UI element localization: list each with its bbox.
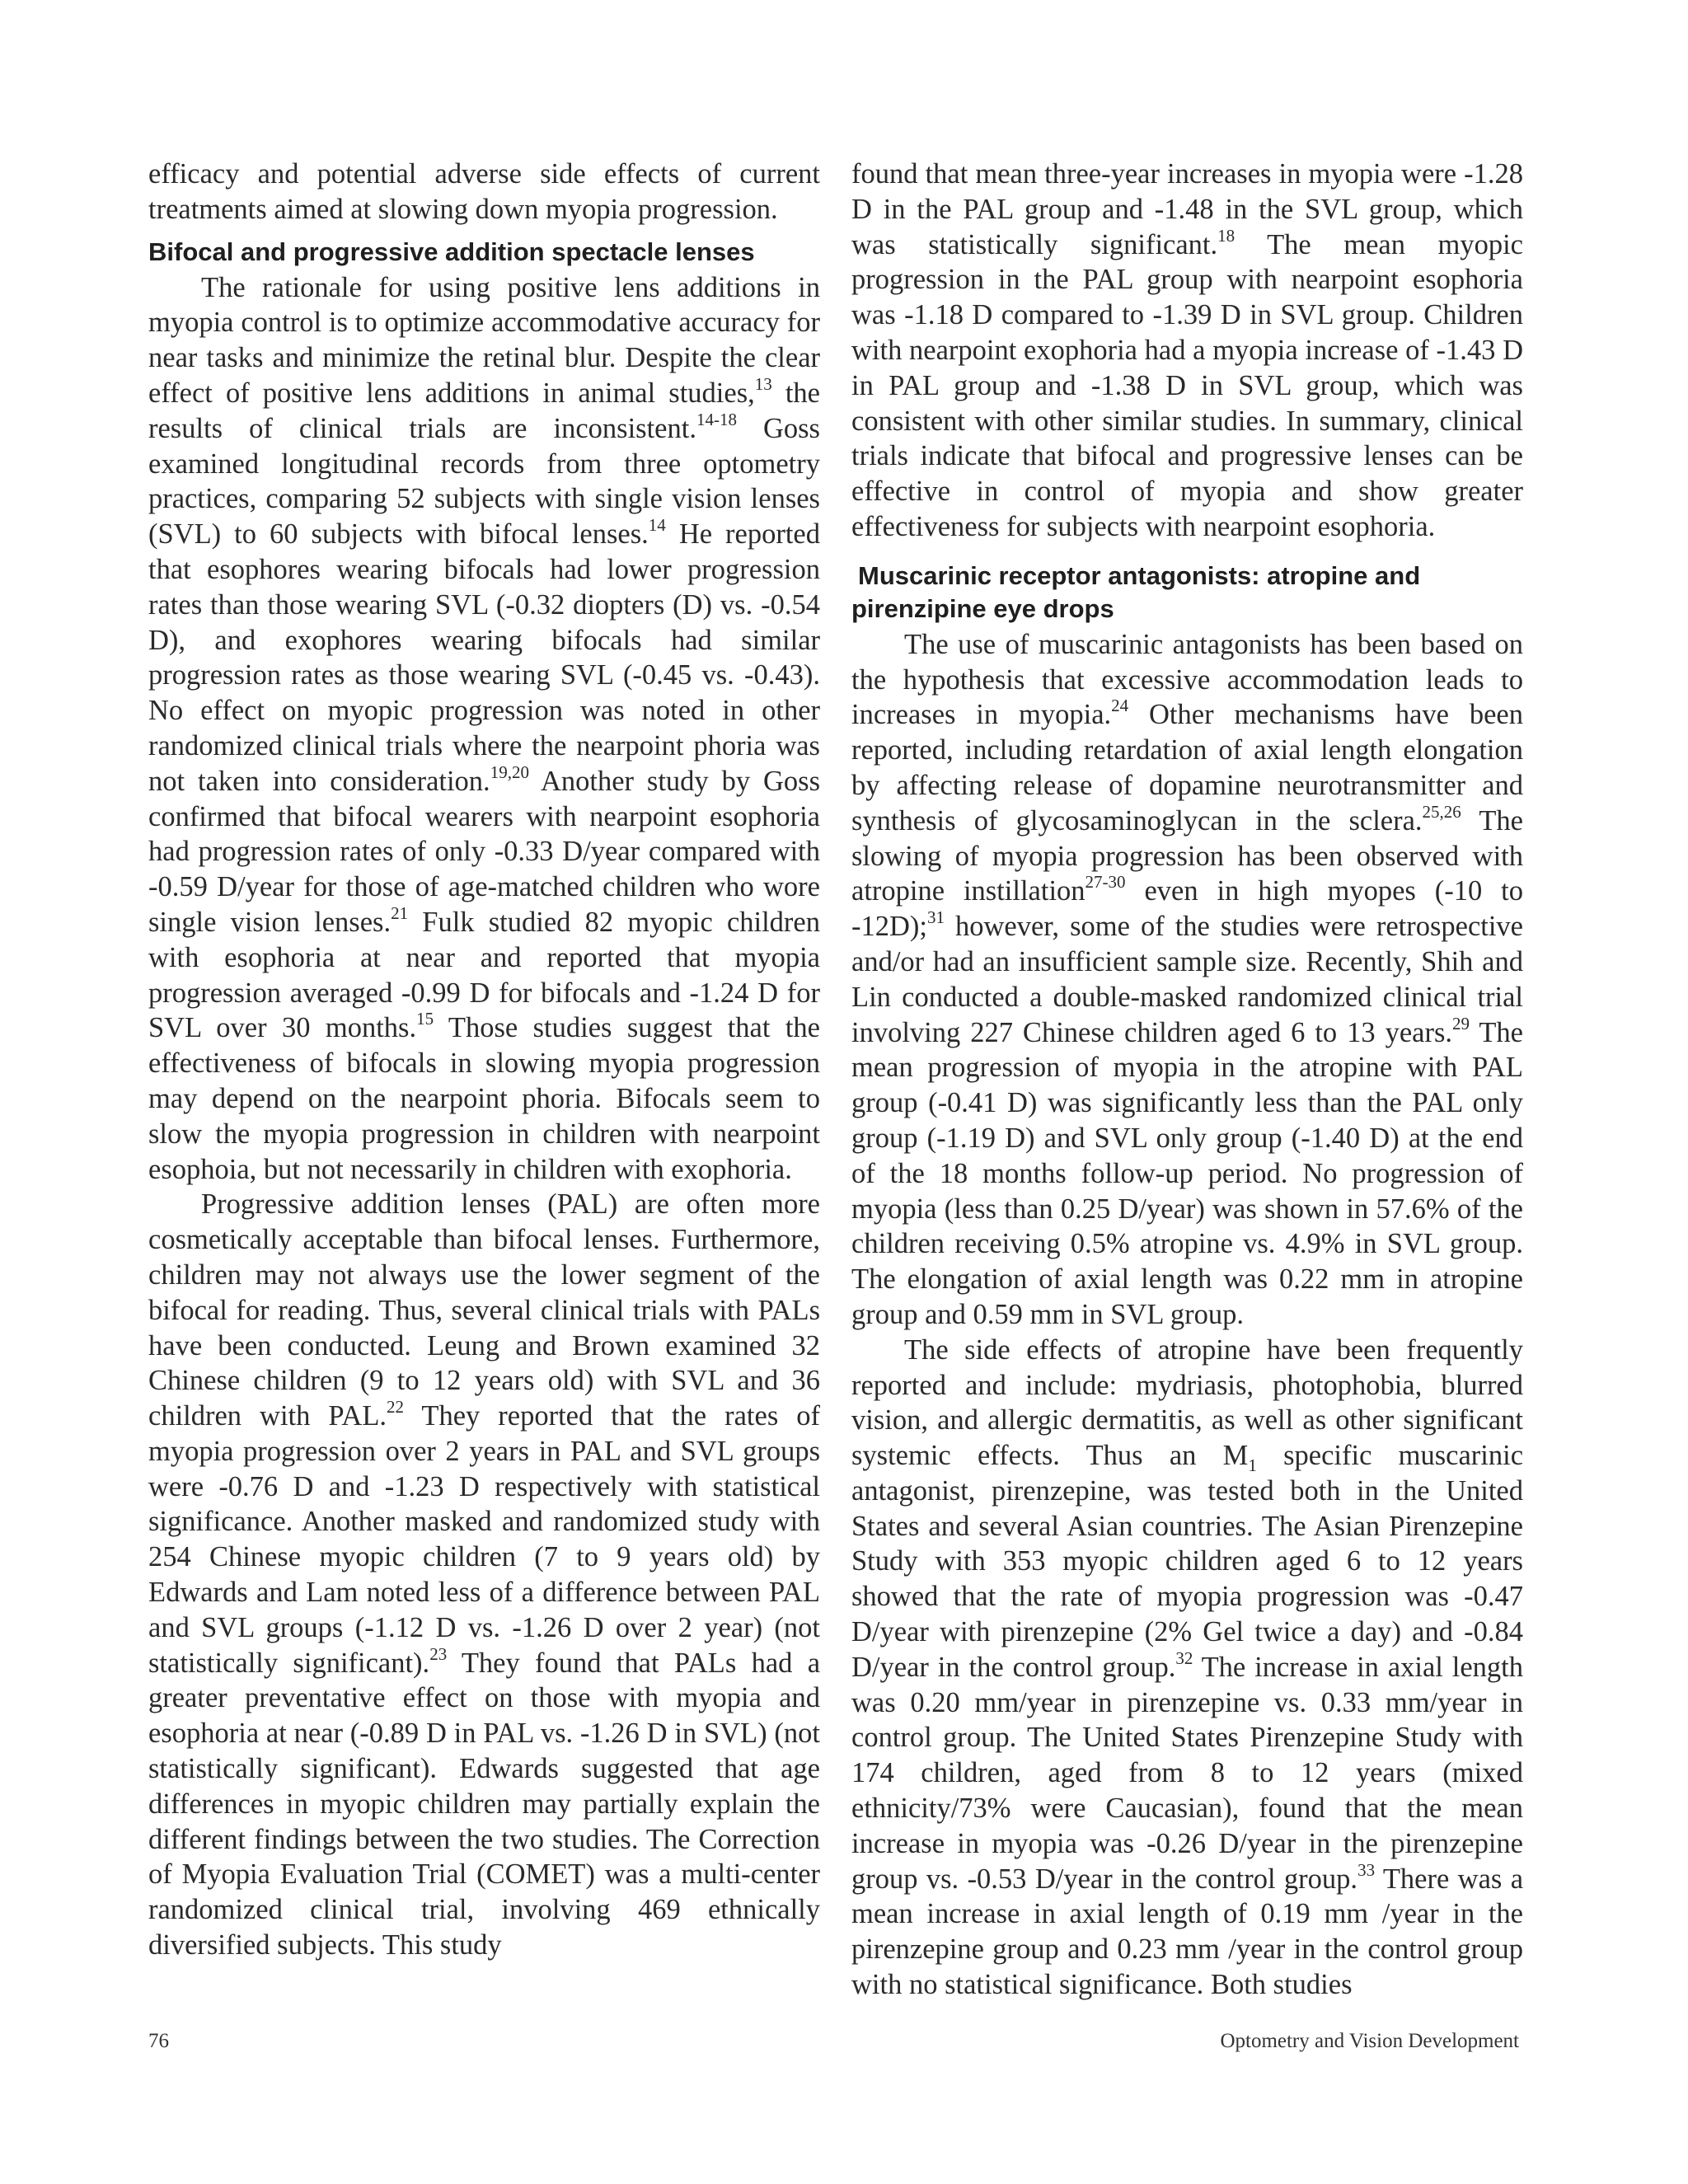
text-run: Those studies suggest that the effectiveness of bifocals in slowing myopia progression may depend on the nearpoint phoria. Bifocals seem to slow the myopia progression in children with nearpoint esophoia, but not necessarily in children with exophoria.	[148, 1012, 820, 1185]
text-run: The mean progression of myopia in the atropine with PAL group (-0.41 D) was significantly less than the PAL only group (-1.19 D) and SVL only group (-1.40 D) at the end of the 18 months follow-up period. No progression of myopia (less than 0.25 D/year) was shown in 57.6% of the children receiving 0.5% atropine vs. 4.9% in SVL group. The elongation of axial length was 0.22 mm in atropine group and 0.59 mm in SVL group.	[851, 1016, 1523, 1330]
text-run: the results of clinical trials are inconsistent.	[148, 377, 820, 444]
citation-superscript: 22	[387, 1397, 405, 1418]
citation-superscript: 24	[1111, 696, 1129, 716]
paragraph-pal	[148, 1187, 820, 1963]
citation-superscript: 13	[754, 373, 772, 394]
paragraph-comet-continuation	[851, 157, 1523, 545]
text-run: Other mechanisms have been reported, including retardation of axial length elongation by affecting release of dopamine neurotransmitter and synthesis of glycosaminoglycan in the sclera.	[851, 699, 1523, 837]
left-column	[148, 157, 820, 1963]
subscript: 1	[1248, 1455, 1257, 1475]
citation-superscript: 33	[1357, 1859, 1376, 1880]
citation-superscript: 14-18	[696, 409, 737, 429]
text-run: Goss examined longitudinal records from three optometry practices, comparing 52 subjects with single vision lenses (SVL) to 60 subjects with bifocal lenses.	[148, 412, 820, 551]
text-run: The rationale for using positive lens additions in myopia control is to optimize accommodative accuracy for near tasks and minimize the retinal blur. Despite the clear effect of positive lens additions in animal studies,	[148, 271, 820, 409]
citation-superscript: 27-30	[1085, 872, 1126, 893]
text-run: however, some of the studies were retrospective and/or had an insufficient sample size. Recently, Shih and Lin conducted a double-masked randomized clinical trial involving 227 Chinese children aged 6 to 13 years.	[851, 911, 1523, 1048]
text-run: They reported that the rates of myopia progression over 2 years in PAL and SVL groups were -0.76 D and -1.23 D respectively with statistical significance. Another masked and randomized study with 254 Chinese myopic children (7 to 9 years old) by Edwards and Lam noted less of a difference between PAL and SVL groups (-1.12 D vs. -1.26 D over 2 year) (not statistically significant).	[148, 1400, 820, 1679]
text-run: The side effects of atropine have been frequently reported and include: mydriasis, photophobia, blurred vision, and allergic dermatitis, as well as other significant systemic effects. Thus an M	[851, 1333, 1523, 1472]
text-run: even in high myopes (-10 to -12D);	[851, 875, 1523, 943]
citation-superscript: 19,20	[490, 762, 529, 782]
text-run: Fulk studied 82 myopic children with esophoria at near and reported that myopia progression averaged -0.99 D for bifocals and -1.24 D for SVL over 30 months.	[148, 906, 820, 1044]
journal-name: Optometry and Vision Development	[1220, 2030, 1519, 2052]
citation-superscript: 14	[648, 515, 666, 536]
page-number: 76	[148, 2030, 169, 2052]
section-heading-muscarinic: Muscarinic receptor antagonists: atropine and pirenzipine eye drops	[851, 560, 1421, 623]
paragraph-atropine	[851, 627, 1523, 1333]
citation-superscript: 29	[1452, 1013, 1470, 1033]
paragraph-side-effects	[851, 1333, 1523, 2003]
right-column	[851, 157, 1523, 2003]
text-run: They found that PALs had a greater preventative effect on those with myopia and esophoria at near (-0.89 D in PAL vs. -1.26 D in SVL) (not statistically significant). Edwards suggested that age differences in myopic children may partially explain the different findings between the two studies. The Correction of Myopia Evaluation Trial (COMET) was a multi-center randomized clinical trial, involving 469 ethnically diversified subjects. This study	[148, 1647, 821, 1961]
text-run: The slowing of myopia progression has been observed with atropine instillation	[851, 804, 1523, 907]
text-run: Progressive addition lenses (PAL) are often more cosmetically acceptable than bifocal lenses. Furthermore, children may not always use the lower segment of the bifocal for reading. Thus, several clinical trials with PALs have been conducted. Leung and Brown examined 32 Chinese children (9 to 12 years old) with SVL and 36 children with PAL.	[148, 1188, 820, 1432]
text-run: The use of muscarinic antagonists has been based on the hypothesis that excessive accommodation leads to increases in myopia.	[851, 628, 1523, 731]
text-run: Another study by Goss confirmed that bifocal wearers with nearpoint esophoria had progression rates of only -0.33 D/year compared with -0.59 D/year for those of age-matched children who wore single vision lenses.	[148, 765, 820, 938]
section-heading-bifocal: Bifocal and progressive addition spectacle lenses	[148, 237, 755, 266]
text-run: specific muscarinic antagonist, pirenzepine, was tested both in the United States and several Asian countries. The Asian Pirenzepine Study with 353 myopic children aged 6 to 12 years showed that the rate of myopia progression was -0.47 D/year with pirenzepine (2% Gel twice a day) and -0.84 D/year in the control group.	[851, 1440, 1524, 1683]
intro-paragraph-continuation: efficacy and potential adverse side effects of current treatments aimed at slowing down myopia progression.	[148, 158, 820, 225]
text-run: He reported that esophores wearing bifocals had lower progression rates than those wearing SVL (-0.32 diopters (D) vs. -0.54 D), and exophores wearing bifocals had similar progression rates as those wearing SVL (-0.45 vs. -0.43). No effect on myopic progression was noted in other randomized clinical trials where the nearpoint phoria was not taken into consideration.	[148, 518, 820, 797]
citation-superscript: 32	[1175, 1647, 1193, 1668]
citation-superscript: 31	[926, 907, 945, 928]
citation-superscript: 18	[1217, 225, 1236, 246]
citation-superscript: 25,26	[1422, 801, 1461, 822]
citation-superscript: 23	[429, 1643, 448, 1664]
text-run: The increase in axial length was 0.20 mm/year in pirenzepine vs. 0.33 mm/year in control group. The United States Pirenzepine Study with 174 children, aged from 8 to 12 years (mixed ethnicity/73% were Caucasian), found that the mean increase in myopia was -0.26 D/year in the pirenzepine group vs. -0.53 D/year in the control group.	[851, 1651, 1523, 1895]
text-run: found that mean three-year increases in myopia were -1.28 D in the PAL group and -1.48 in the SVL group, which was statistically significant.	[851, 158, 1523, 260]
citation-superscript: 15	[416, 1009, 434, 1029]
text-run: The mean myopic progression in the PAL group with nearpoint esophoria was -1.18 D compared to -1.39 D in SVL group. Children with nearpoint exophoria had a myopia increase of -1.43 D in PAL group and -1.38 D in SVL group, which was consistent with other similar studies. In summary, clinical trials indicate that bifocal and progressive lenses can be effective in control of myopia and show greater effectiveness for subjects with nearpoint esophoria.	[851, 228, 1523, 542]
paragraph-rationale	[148, 270, 820, 1188]
citation-superscript: 21	[391, 902, 409, 923]
text-run: There was a mean increase in axial length of 0.19 mm /year in the pirenzepine group and 0.23 mm /year in the control group with no statistical significance. Both studies	[851, 1863, 1524, 2001]
